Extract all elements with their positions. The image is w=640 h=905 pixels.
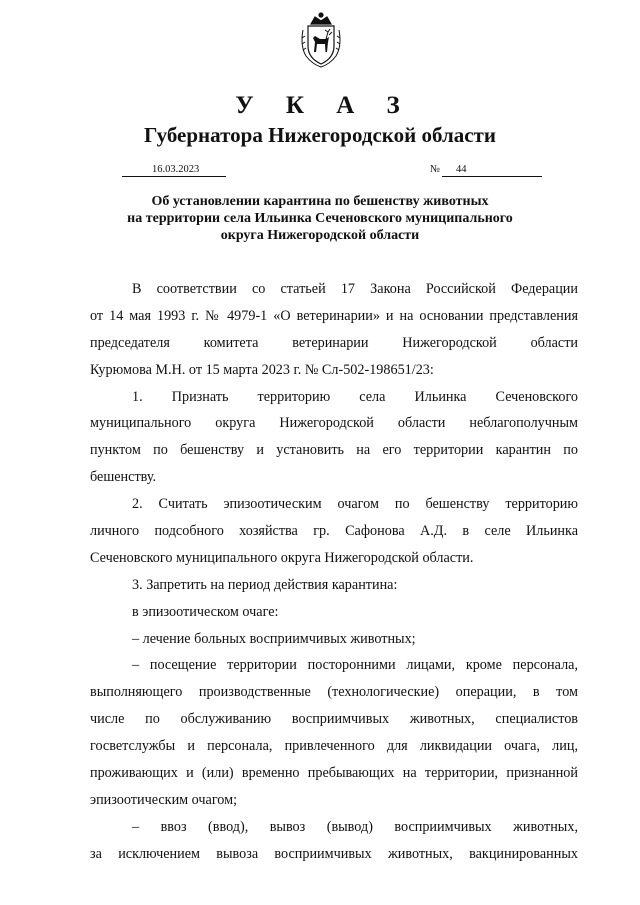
body-line: – посещение территории посторонними лицами, кроме персонала,	[132, 657, 578, 674]
body-line: Сеченовского муниципального округа Нижегородской области.	[90, 549, 474, 566]
body-line: пунктом по бешенству и установить на его территории карантин по	[90, 442, 578, 459]
body-line: за исключением вывоза восприимчивых животных, вакцинированных	[90, 845, 578, 862]
body-line: в эпизоотическом очаге:	[132, 603, 279, 620]
decree-title: У К А З	[235, 92, 413, 119]
decree-authority: Губернатора Нижегородской области	[144, 123, 496, 147]
body-line: муниципального округа Нижегородской области неблагополучным	[90, 415, 578, 432]
body-line: госветслужбы и персонала, привлеченного для ликвидации очага, лиц,	[90, 738, 578, 755]
decree-number: 44	[442, 164, 542, 177]
body-line: бешенству.	[90, 469, 157, 486]
body-line: от 14 мая 1993 г. № 4979-1 «О ветеринарии» и на основании представления	[90, 307, 578, 324]
body-line: – лечение больных восприимчивых животных;	[132, 630, 416, 647]
body-line: 2. Считать эпизоотическим очагом по бешенству территорию	[132, 496, 578, 513]
subject-line: на территории села Ильинка Сеченовского муниципального	[127, 211, 513, 226]
decree-date: 16.03.2023	[122, 164, 226, 177]
body-line: числе по обслуживанию восприимчивых животных, специалистов	[90, 711, 578, 728]
body-line: 3. Запретить на период действия карантина:	[132, 576, 398, 593]
decree-body	[90, 276, 578, 868]
body-line: – ввоз (ввод), вывоз (вывод) восприимчивых животных,	[132, 818, 578, 835]
body-line: эпизоотическим очагом;	[90, 791, 238, 808]
body-line: В соответствии со статьей 17 Закона Российской Федерации	[132, 281, 578, 297]
decree-subject	[0, 193, 640, 244]
body-line: личного подсобного хозяйства гр. Сафонова А.Д. в селе Ильинка	[90, 523, 578, 540]
body-line: председателя комитета ветеринарии Нижегородской области	[90, 334, 578, 351]
body-line: проживающих и (или) временно пребывающих на территории, признанной	[90, 765, 578, 782]
coat-of-arms-emblem	[298, 12, 344, 70]
subject-line: Об установлении карантина по бешенству животных	[151, 194, 489, 209]
subject-line: округа Нижегородской области	[220, 228, 420, 243]
body-line: выполняющего производственные (технологические) операции, в том	[90, 684, 578, 701]
body-line: Курюмова М.Н. от 15 марта 2023 г. № Сл-502-198651/23:	[90, 361, 434, 378]
decree-number-label: №	[430, 164, 441, 175]
body-line: 1. Признать территорию села Ильинка Сеченовского	[132, 388, 578, 405]
